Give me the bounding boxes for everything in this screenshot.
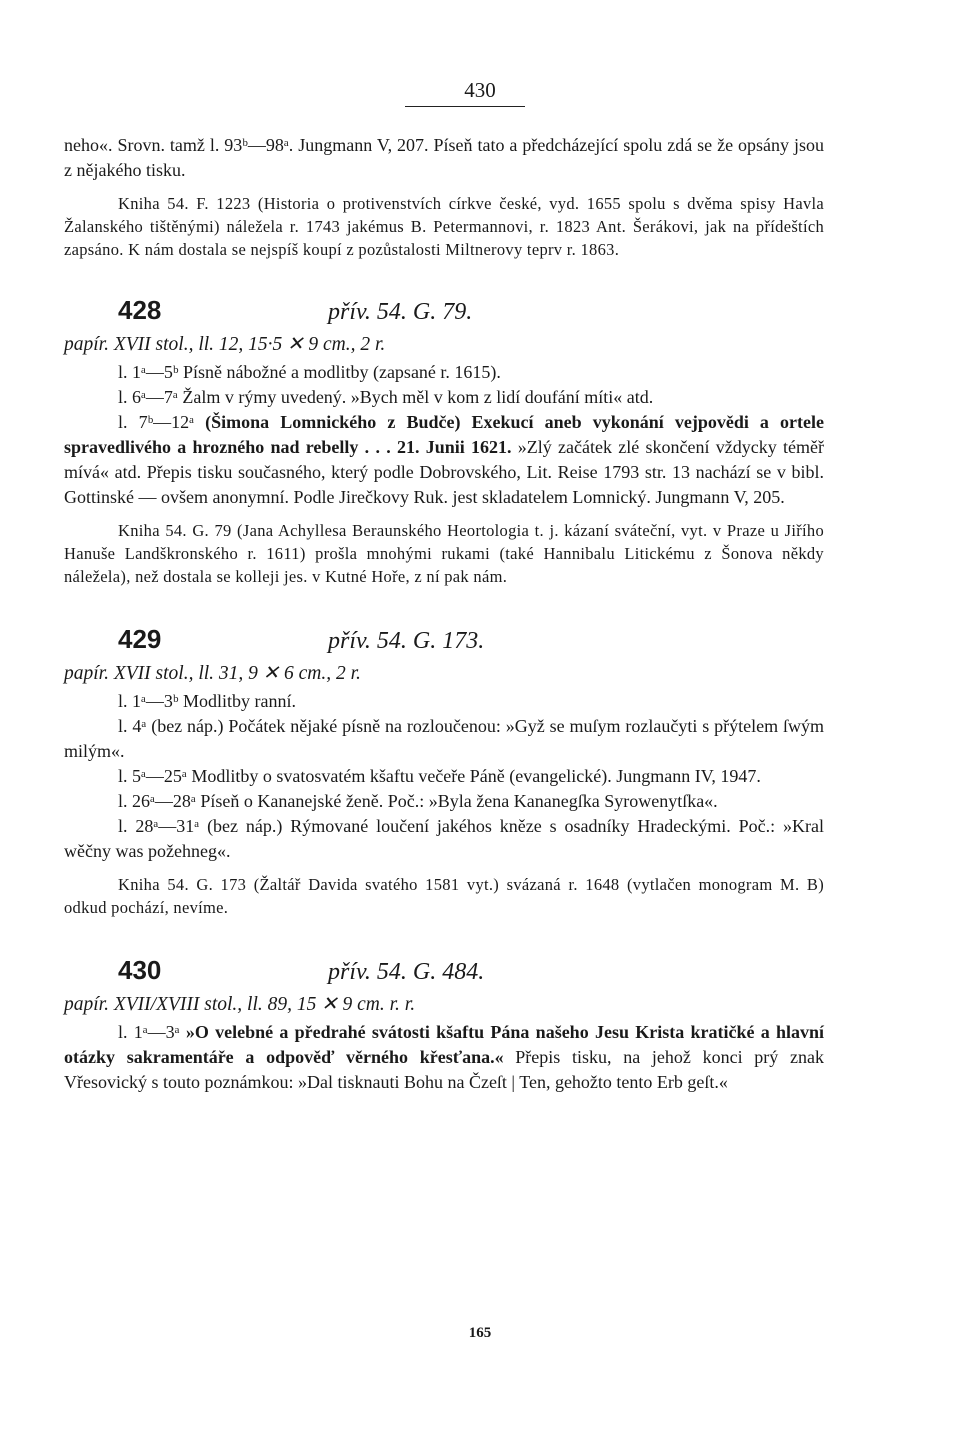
page-number-header: 430 bbox=[464, 78, 496, 102]
entry-429-signature: přív. 54. G. 173. bbox=[328, 628, 485, 654]
entry-430-meta: papír. XVII/XVIII stol., ll. 89, 15 ✕ 9 cm. r. r. bbox=[64, 994, 416, 1015]
entry-429-line-4: l. 26ᵃ—28ᵃ Píseň o Kananejské ženě. Poč.: »Byla žena Kananegſka Syrowenytſka«. bbox=[118, 791, 718, 811]
entry-428-note: Kniha 54. G. 79 (Jana Achyllesa Beraunského Heortologia t. j. kázaní sváteční, vyt. v Praze u Jiřího Hanuše Landškronského r. 1611) prošla mnohými rukami (také Hannibalu Litickému z Šonova někdy náležela), než dostala se kolleji jes. v Kutné Hoře, z ní pak nám. bbox=[64, 521, 824, 586]
entry-430-number: 430 bbox=[118, 955, 162, 985]
entry-429-line-1: l. 1ᵃ—3ᵇ Modlitby ranní. bbox=[118, 691, 296, 711]
entry-428-signature: přív. 54. G. 79. bbox=[328, 299, 473, 325]
entry-430-line-1 bbox=[64, 1020, 824, 1095]
entry-428-heading bbox=[118, 295, 824, 326]
entry-428-number: 428 bbox=[118, 295, 162, 325]
header-rule bbox=[405, 106, 525, 107]
entry-429-meta: papír. XVII stol., ll. 31, 9 ✕ 6 cm., 2 r. bbox=[64, 663, 361, 684]
entry-428-line-3-rest: »Zlý začátek zlé skončení vždycky téměř mívá« atd. Přepis tisku současného, který podle Dobrovského, Lit. Reise 1793 str. 13 nachází se v bibl. Gottinské — ovšem anonymní. Podle Jirečkovy Ruk. jest skladatelem Lomnický. Jungmann V, 205. bbox=[64, 437, 824, 507]
entry-428-line-3-prefix: l. 7ᵇ—12ᵃ bbox=[118, 412, 206, 432]
entry-430-line-1-title: »O velebné a předrahé svátosti kšaftu Pána našeho Jesu Krista kratičké a hlavní otázky sakramentáře a odpověď věrného křesťana.« bbox=[64, 1022, 824, 1067]
entry-428-line-1: l. 1ᵃ—5ᵇ Písně nábožné a modlitby (zapsané r. 1615). bbox=[118, 362, 501, 382]
intro-paragraph-1: neho«. Srovn. tamž l. 93ᵇ—98ᵃ. Jungmann V, 207. Píseň tato a předcházející spolu zdá se že opsány jsou z nějakého tisku. bbox=[64, 135, 824, 180]
entry-430-signature: přív. 54. G. 484. bbox=[328, 959, 485, 985]
entry-428-line-3 bbox=[64, 410, 824, 510]
entry-429-note: Kniha 54. G. 173 (Žaltář Davida svatého 1581 vyt.) svázaná r. 1648 (vytlačen monogram M. B) odkud pochází, nevíme. bbox=[64, 875, 824, 917]
page-number-footer: 165 bbox=[468, 1325, 492, 1341]
entry-430-line-1-prefix: l. 1ᵃ—3ᵃ bbox=[118, 1022, 186, 1042]
entry-428-meta: papír. XVII stol., ll. 12, 15·5 ✕ 9 cm., 2 r. bbox=[64, 334, 386, 355]
page-body bbox=[64, 133, 824, 1095]
entry-429-line-5: l. 28ᵃ—31ᵃ (bez náp.) Rýmované loučení jakéhos kněze s osadníky Hradeckými. Poč.: »Kral wěčny was požehneg«. bbox=[64, 816, 824, 861]
entry-429-heading bbox=[118, 624, 824, 655]
intro-paragraph-2: Kniha 54. F. 1223 (Historia o protivenstvích církve české, vyd. 1655 spolu s dvěma spisy Havla Žalanského tištěnými) náležela r. 1743 jakémus B. Petermannovi, r. 1823 Ant. Šerákovi, jak na přídeštích zapsáno. K nám dostala se nejspíš koupí z pozůstalosti Miltnerovy teprv r. 1863. bbox=[64, 194, 824, 259]
entry-430-line-1-rest: Přepis tisku, na jehož konci prý znak Vřesovický s touto poznámkou: »Dal tisknauti Bohu na Čzeſt | Ten, gehožto tento Erb geſt.« bbox=[64, 1047, 824, 1092]
entry-429-line-2: l. 4ᵃ (bez náp.) Počátek nějaké písně na rozloučenou: »Gyž se muſym rozlaučyti s přýtelem ſwým milým«. bbox=[64, 716, 824, 761]
entry-429-line-3: l. 5ᵃ—25ᵃ Modlitby o svatosvatém kšaftu večeře Páně (evangelické). Jungmann IV, 1947. bbox=[118, 766, 761, 786]
entry-430-heading bbox=[118, 955, 824, 986]
entry-428-line-2: l. 6ᵃ—7ᵃ Žalm v rýmy uvedený. »Bych měl v kom z lidí doufání míti« atd. bbox=[118, 387, 654, 407]
entry-429-number: 429 bbox=[118, 624, 162, 654]
entry-428-line-3-title: (Šimona Lomnického z Budče) Exekucí aneb vykonání vejpovědi a ortele spravedlivého a hrozného nad rebelly . . . 21. Junii 1621. bbox=[64, 412, 824, 457]
